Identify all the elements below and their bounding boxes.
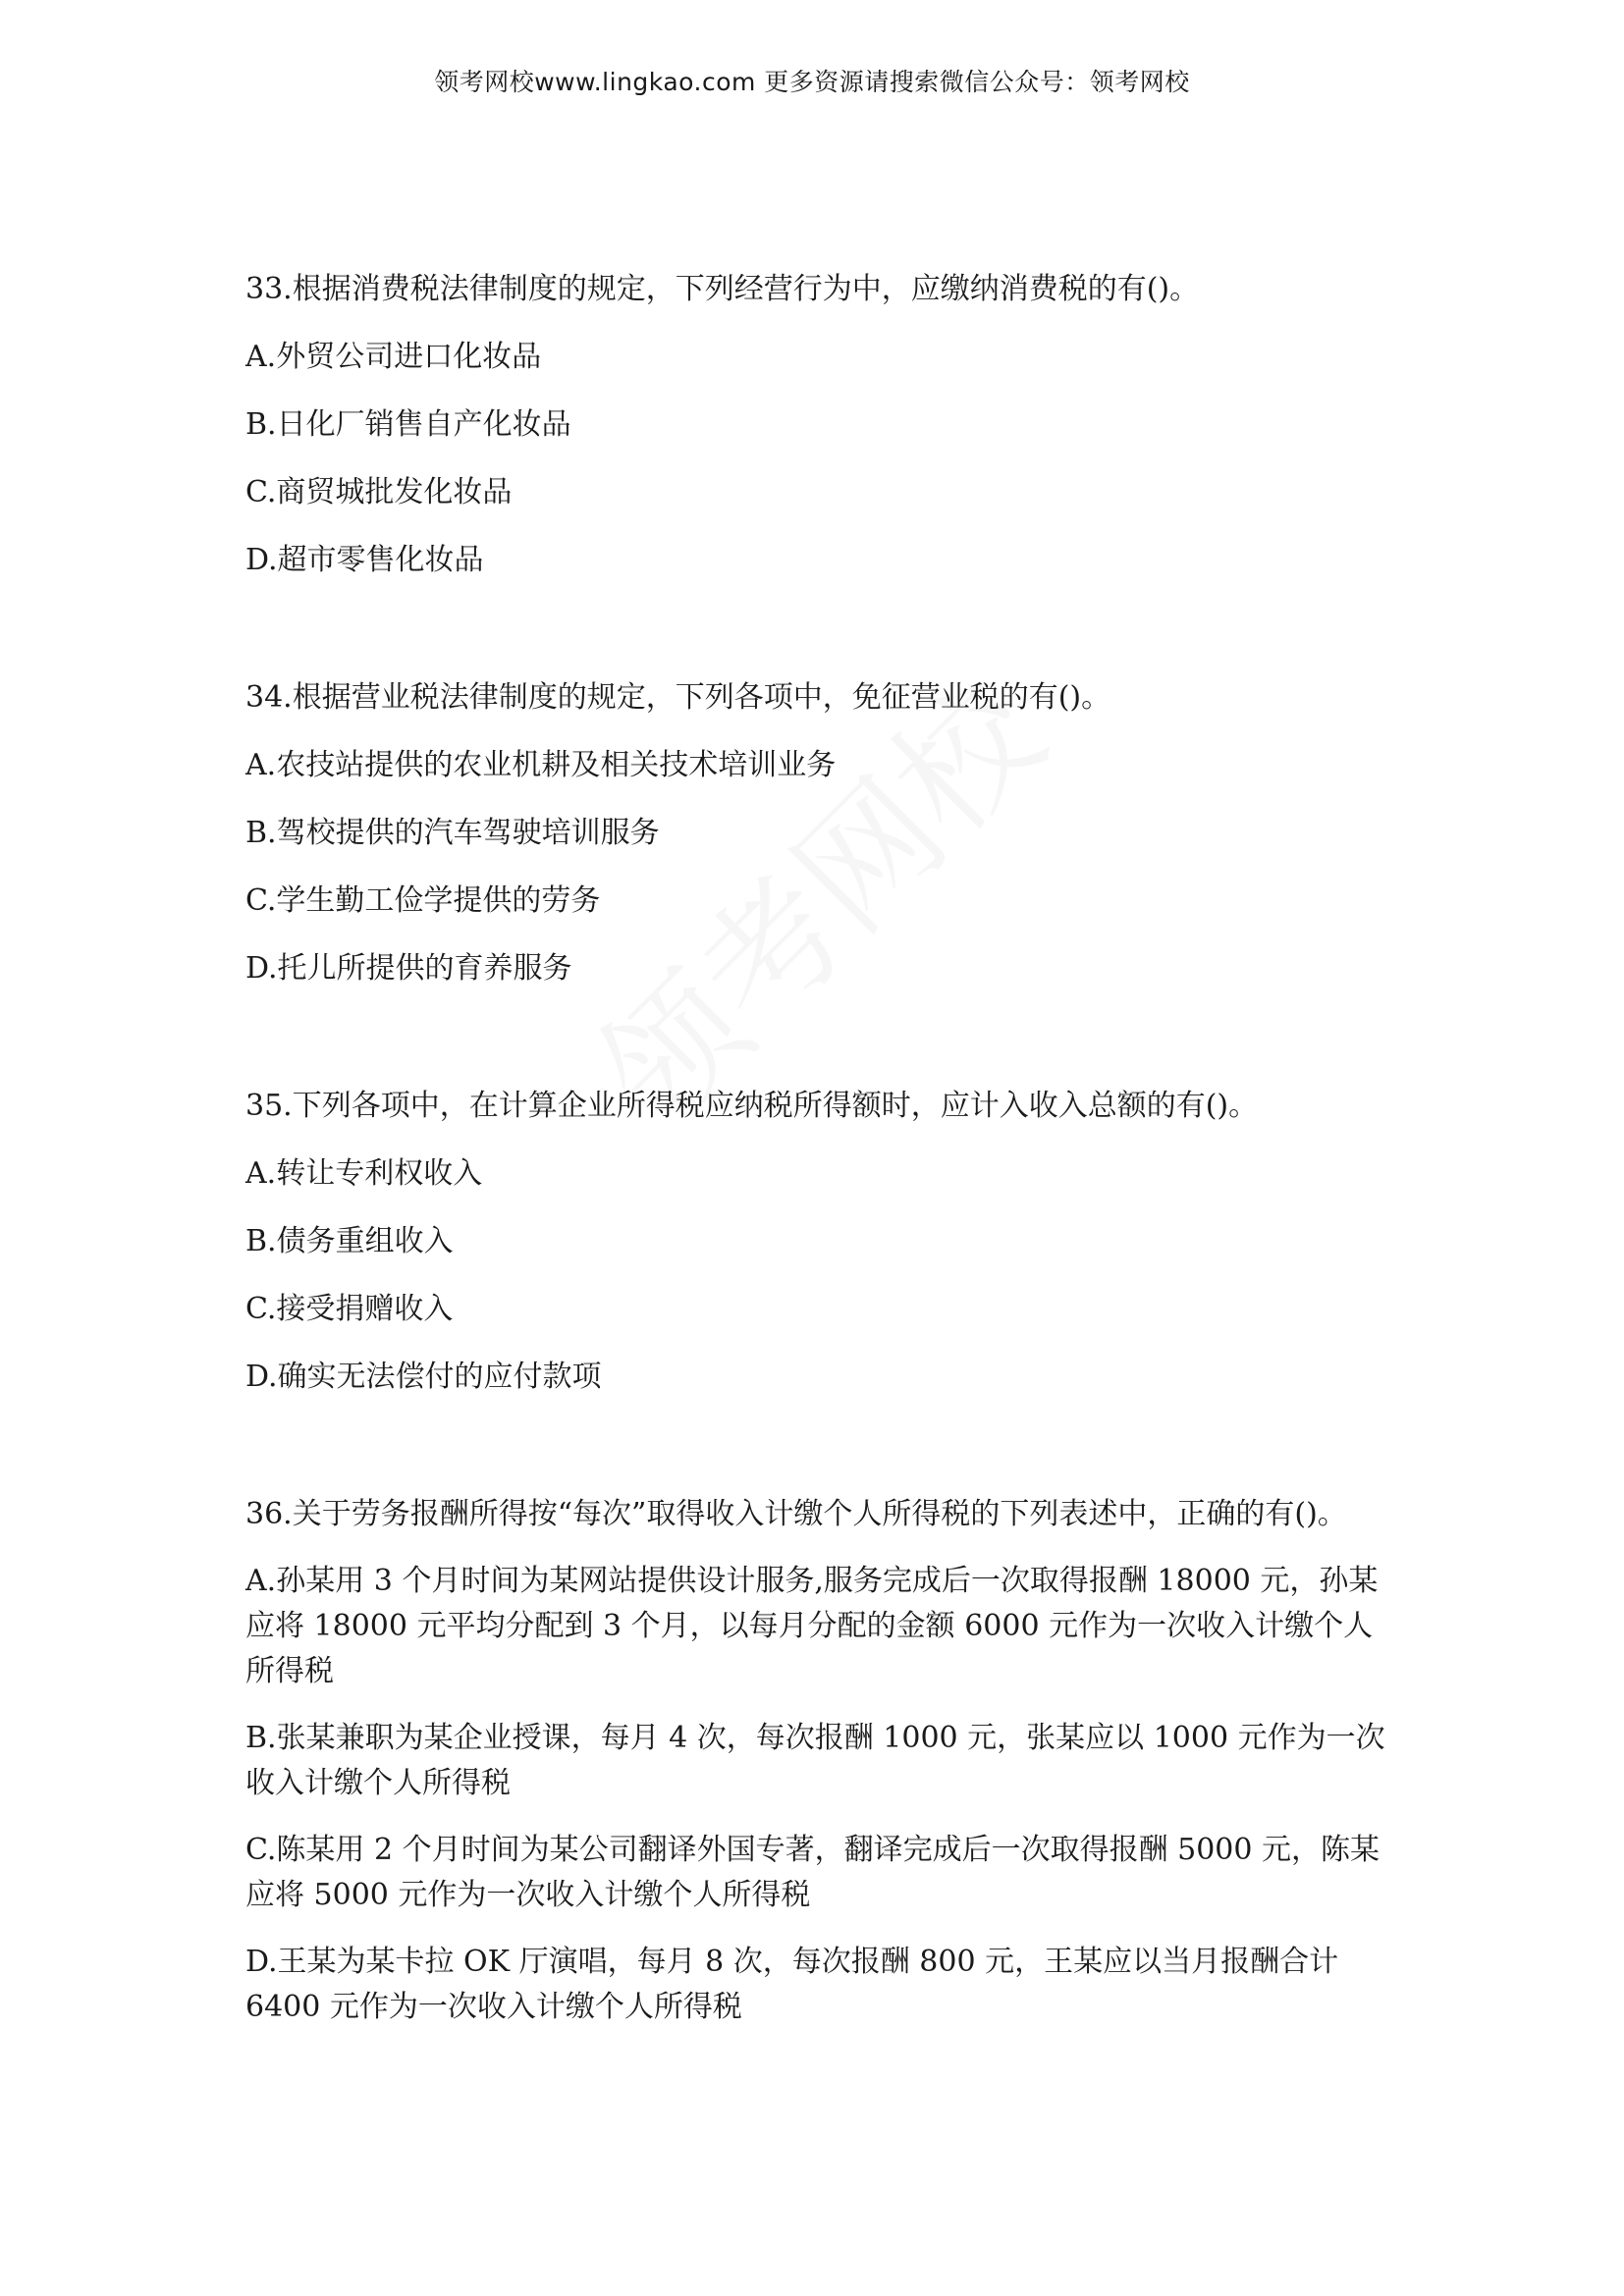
question-title: 33.根据消费税法律制度的规定，下列经营行为中，应缴纳消费税的有()。 [245, 272, 1200, 306]
question-34 [245, 675, 1394, 991]
question-33 [245, 267, 1394, 583]
question-title: 35.下列各项中，在计算企业所得税应纳税所得额时，应计入收入总额的有()。 [245, 1089, 1259, 1123]
option-d: D.王某为某卡拉 OK 厅演唱，每月 8 次，每次报酬 800 元，王某应以当月报酬合计 6400 元作为一次收入计缴个人所得税 [245, 1945, 1348, 2024]
question-title: 36.关于劳务报酬所得按“每次”取得收入计缴个人所得税的下列表述中，正确的有()。 [245, 1497, 1347, 1531]
option-d: D.托儿所提供的育养服务 [245, 951, 572, 986]
option-b: B.日化厂销售自产化妆品 [245, 407, 571, 442]
option-a: A.孙某用 3 个月时间为某网站提供设计服务,服务完成后一次取得报酬 18000 元，孙某应将 18000 元平均分配到 3 个月，以每月分配的金额 6000 元作为一次收入计缴个人所得税 [245, 1564, 1379, 1688]
option-d: D.超市零售化妆品 [245, 543, 484, 577]
option-c: C.商贸城批发化妆品 [245, 475, 513, 509]
question-36 [245, 1492, 1394, 2030]
question-title: 34.根据营业税法律制度的规定，下列各项中，免征营业税的有()。 [245, 680, 1111, 715]
option-a: A.外贸公司进口化妆品 [245, 340, 542, 374]
option-b: B.债务重组收入 [245, 1224, 454, 1258]
option-c: C.学生勤工俭学提供的劳务 [245, 883, 601, 918]
question-35 [245, 1084, 1394, 1400]
option-a: A.转让专利权收入 [245, 1156, 483, 1191]
option-c: C.接受捐赠收入 [245, 1292, 454, 1326]
page-header: 领考网校www.lingkao.com 更多资源请搜索微信公众号：领考网校 [434, 68, 1190, 96]
option-b: B.张某兼职为某企业授课，每月 4 次，每次报酬 1000 元，张某应以 1000 元作为一次收入计缴个人所得税 [245, 1721, 1385, 1800]
option-c: C.陈某用 2 个月时间为某公司翻译外国专著，翻译完成后一次取得报酬 5000 元，陈某应将 5000 元作为一次收入计缴个人所得税 [245, 1833, 1380, 1912]
option-b: B.驾校提供的汽车驾驶培训服务 [245, 816, 660, 850]
option-d: D.确实无法偿付的应付款项 [245, 1360, 602, 1394]
option-a: A.农技站提供的农业机耕及相关技术培训业务 [245, 748, 837, 782]
